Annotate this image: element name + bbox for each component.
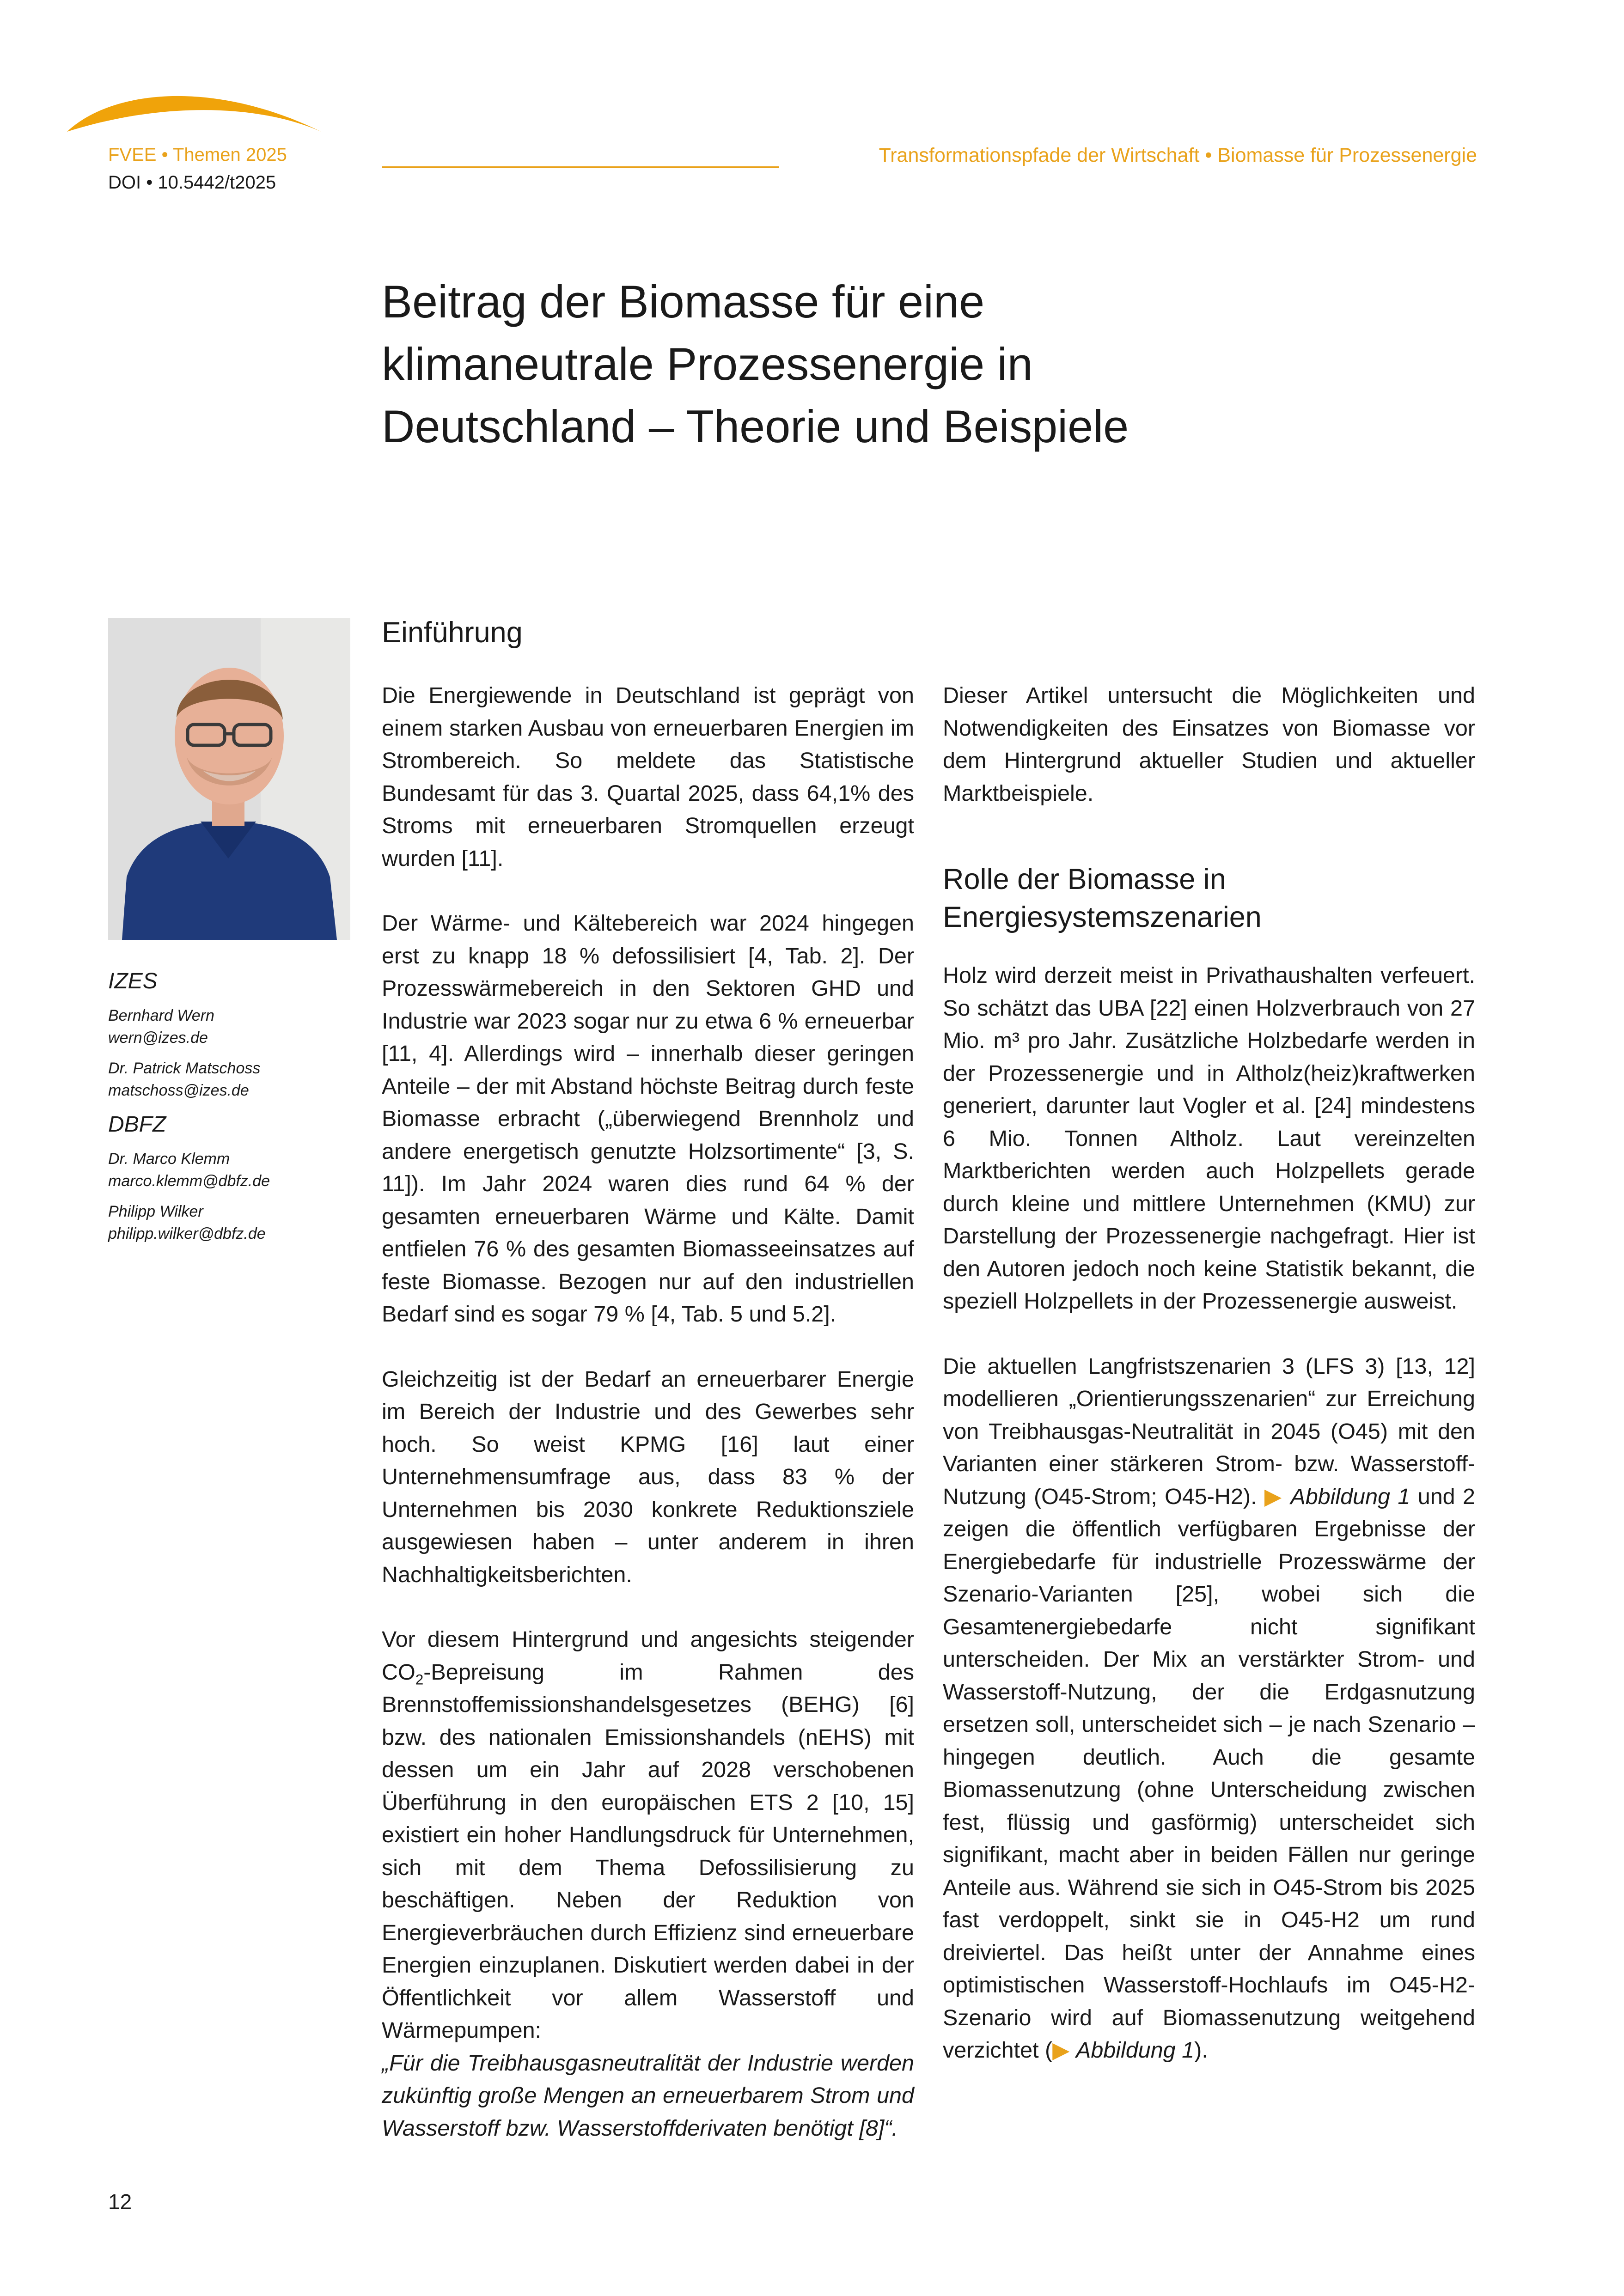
page-number: 12: [108, 2190, 132, 2214]
paragraph: Holz wird derzeit meist in Privathaushalten verfeuert. So schätzt das UBA [22] einen Holzverbrauch von 27 Mio. m³ pro Jahr. Zusätzliche Holzbedarfe werden in der Prozessenergie und in Altholz(heiz)kraftwerken generiert, darunter laut Vogler et al. [24] mindestens 6 Mio. Tonnen Altholz. Laut vereinzelten Marktberichten werden auch Holzpellets gerade durch kleine und mittlere Unternehmen (KMU) zur Darstellung der Prozessenergie nachgefragt. Hier ist den Autoren jedoch noch keine Statistik bekannt, die speziell Holzpellets in der Prozessenergie ausweist.: [943, 963, 1475, 1314]
paragraph-text: Vor diesem Hintergrund und angesichts steigender CO: [382, 1627, 914, 1685]
paragraph: Dieser Artikel untersucht die Möglichkeiten und Notwendigkeiten des Einsatzes von Biomasse vor dem Hintergrund aktueller Studien und aktueller Marktbeispiele.: [943, 683, 1475, 806]
series-label: FVEE • Themen 2025: [108, 145, 287, 165]
figure-reference[interactable]: Abbildung 1: [1075, 2038, 1195, 2063]
paragraph: Der Wärme- und Kältebereich war 2024 hingegen erst zu knapp 18 % defossilisiert [4, Tab. 2]. Der Prozesswärmebereich in den Sektoren GHD und Industrie war 2023 sogar nur zu etwa 6 % erneuerbar [11, 4]. Allerdings wird – innerhalb dieser geringen Anteile – der mit Abstand höchste Beitrag durch feste Biomasse erbracht („überwiegend Brennholz und andere energetisch genutzte Holzsortimente“ [3, S. 11]). Im Jahr 2024 waren dies rund 64 % der gesamten erneuerbaren Wärme und Kälte. Damit entfielen 76 % des gesamten Biomasseeinsatzes auf feste Biomasse. Bezogen nur auf den industriellen Bedarf sind es sogar 79 % [4, Tab. 5 und 5.2].: [382, 911, 914, 1327]
role-heading: [943, 860, 1475, 936]
author-name: Philipp Wilker: [108, 1203, 203, 1220]
paragraph: Die Energiewende in Deutschland ist geprägt von einem starken Ausbau von erneuerbaren Energien im Strombereich. So meldete das Statistische Bundesamt für das 3. Quartal 2025, dass 64,1% des Stroms mit erneuerbaren Stromquellen erzeugt wurden [11].: [382, 683, 914, 871]
author-name: Dr. Patrick Matschoss: [108, 1060, 261, 1077]
author-entry: [108, 1148, 358, 1192]
org-label: IZES: [108, 969, 158, 993]
author-photo: [108, 618, 350, 940]
header-arc-logo: [60, 69, 328, 134]
header-left: [108, 141, 287, 196]
paragraph-text: ).: [1194, 2038, 1208, 2063]
author-email[interactable]: marco.klemm@dbfz.de: [108, 1172, 270, 1190]
body-column-left: [382, 679, 914, 2144]
author-entry: [108, 1200, 358, 1245]
section-label: Transformationspfade der Wirtschaft • Biomasse für Prozessenergie: [879, 144, 1477, 166]
body-column-right: [943, 679, 1475, 2099]
arrow-icon: ▶: [1052, 2038, 1070, 2063]
subscript: 2: [415, 1671, 424, 1688]
quote: „Für die Treibhausgasneutralität der Industrie werden zukünftig große Mengen an erneuerbarem Strom und Wasserstoff bzw. Wasserstoffderivaten benötigt [8]“.: [382, 2050, 914, 2141]
arrow-icon: ▶: [1264, 1484, 1283, 1509]
author-list: [108, 967, 358, 1245]
intro-heading: Einführung: [382, 616, 523, 649]
paragraph-text: und 2 zeigen die öffentlich verfügbaren Ergebnisse der Energiebedarfe für industrielle Prozesswärme der Szenario-Varianten [25], wobei sich die Gesamtenergiebedarfe nicht signifikant unterscheiden. Der Mix an verstärkter Strom- und Wasserstoff-Nutzung, der die Erdgasnutzung ersetzen soll, unterscheidet sich – je nach Szenario – hingegen deutlich. Auch die gesamte Biomassenutzung (ohne Unterscheidung zwischen fest, flüssig und gasförmig) unterscheidet sich signifikant, macht aber in beiden Fällen nur geringe Anteile aus. Während sie sich in O45-Strom bis 2025 fast verdoppelt, sinkt sie in O45-H2 um rund dreiviertel. Das heißt unter der Annahme eines optimistischen Wasserstoff-Hochlaufs im O45-H2-Szenario wird auf Biomassenutzung weitgehend verzichtet (: [943, 1484, 1475, 2063]
paragraph: Gleichzeitig ist der Bedarf an erneuerbarer Energie im Bereich der Industrie und des Gewerbes sehr hoch. So weist KPMG [16] laut einer Unternehmensumfrage aus, dass 83 % der Unternehmen bis 2030 konkrete Reduktionsziele ausgewiesen haben – unter anderem in ihren Nachhaltigkeitsberichten.: [382, 1366, 914, 1587]
author-name: Bernhard Wern: [108, 1007, 214, 1024]
org-label: DBFZ: [108, 1112, 166, 1137]
title-line-3: Deutschland – Theorie und Beispiele: [382, 401, 1129, 452]
paragraph-text: -Bepreisung im Rahmen des Brennstoffemissionshandelsgesetzes (BEHG) [6] bzw. des nationalen Emissionshandels (nEHS) mit dessen um ein Jahr auf 2028 verschobenen Überführung in den europäischen ETS 2 [10, 15] existiert ein hoher Handlungsdruck für Unternehmen, sich mit dem Thema Defossilisierung zu beschäftigen. Neben der Reduktion von Energieverbräuchen durch Effizienz sind erneuerbare Energien einzuplanen. Diskutiert werden dabei in der Öffentlichkeit vor allem Wasserstoff und Wärmepumpen:: [382, 1659, 914, 2043]
paragraph: [943, 1350, 1475, 2067]
header-rule: [382, 166, 779, 168]
paragraph: [382, 1623, 914, 2144]
title-line-2: klimaneutrale Prozessenergie in: [382, 338, 1033, 390]
author-email[interactable]: wern@izes.de: [108, 1029, 208, 1047]
author-name: Dr. Marco Klemm: [108, 1150, 230, 1168]
author-entry: [108, 1005, 358, 1049]
doi-label: DOI • 10.5442/t2025: [108, 172, 276, 193]
author-email[interactable]: matschoss@izes.de: [108, 1082, 249, 1099]
role-heading-line-2: Energiesystemszenarien: [943, 901, 1262, 933]
figure-reference[interactable]: Abbildung 1: [1290, 1484, 1410, 1509]
article-title: [382, 270, 1306, 457]
author-entry: [108, 1057, 358, 1102]
title-line-1: Beitrag der Biomasse für eine: [382, 276, 985, 327]
role-heading-line-1: Rolle der Biomasse in: [943, 863, 1226, 895]
paragraph-text: Die aktuellen Langfristszenarien 3 (LFS 3) [13, 12] modellieren „Orientierungsszenarien“ zur Erreichung von Treibhausgas-Neutralität in 2045 (O45) mit den Varianten einer stärkeren Strom- bzw. Wasserstoff-Nutzung (O45-Strom; O45-H2).: [943, 1353, 1475, 1509]
author-email[interactable]: philipp.wilker@dbfz.de: [108, 1225, 266, 1242]
